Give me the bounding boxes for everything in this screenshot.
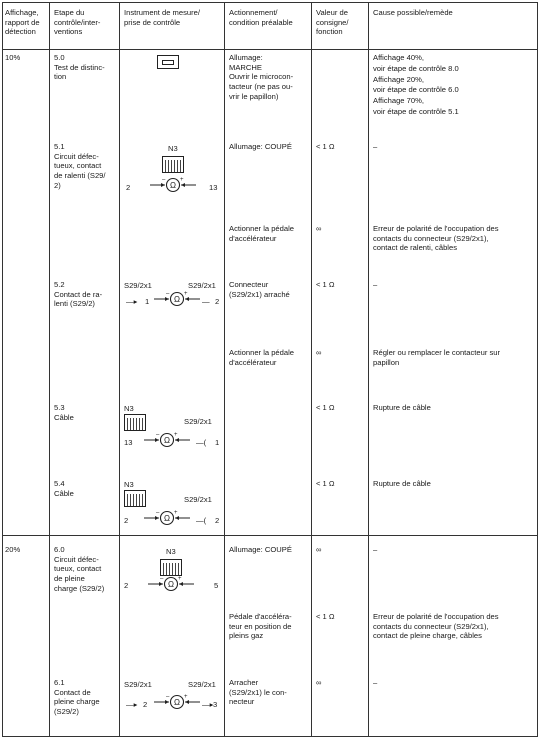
svg-text:+: + xyxy=(174,510,178,516)
pin-label: 2 xyxy=(124,516,129,525)
pin-label: 13 xyxy=(209,183,218,192)
plug-icon: —▸ xyxy=(126,700,138,709)
step-cell: 6.1 Contact de pleine charge (S29/2) xyxy=(54,678,100,717)
connector-label: S29/2x1 xyxy=(184,417,212,426)
cause-cell: Erreur de polarité de l'occupation des contacts du connecteur (S29/2x1), contact de pleine charge, câbles xyxy=(373,612,499,641)
group-label: 10% xyxy=(5,53,21,62)
header-cause: Cause possible/remède xyxy=(373,8,453,17)
col-rule xyxy=(224,2,225,737)
ohmmeter-icon xyxy=(152,290,202,308)
condition-cell: Connecteur (S29/2x1) arraché xyxy=(229,280,290,299)
header-condition: Actionnement/ condition préalable xyxy=(229,8,293,27)
col-rule xyxy=(49,2,50,737)
ecu-label: N3 xyxy=(166,547,176,556)
ohmmeter-icon xyxy=(142,509,192,527)
col-rule xyxy=(119,2,120,737)
plug-icon: — xyxy=(202,297,210,306)
ohmmeter-icon xyxy=(146,575,196,593)
ecu-label: N3 xyxy=(168,144,178,153)
test-table xyxy=(2,2,538,737)
svg-text:+: + xyxy=(184,694,188,700)
svg-text:–: – xyxy=(156,432,160,438)
header-step: Etape du contrôle/inter- ventions xyxy=(54,8,101,37)
pin-label: 1 xyxy=(215,438,220,447)
pin-label: 2 xyxy=(215,297,220,306)
svg-text:Ω: Ω xyxy=(170,181,176,190)
value-cell: < 1 Ω xyxy=(316,142,335,151)
value-cell: < 1 Ω xyxy=(316,612,335,621)
cause-cell: Rupture de câble xyxy=(373,403,431,412)
header-rule xyxy=(2,49,538,50)
cause-cell: Erreur de polarité de l'occupation des contacts du connecteur (S29/2x1), contact de ralenti, câbles xyxy=(373,224,499,253)
svg-text:+: + xyxy=(178,576,182,582)
connector-label: S29/2x1 xyxy=(124,680,152,689)
value-cell: < 1 Ω xyxy=(316,280,335,289)
plug-icon: —▸ xyxy=(126,297,138,306)
step-cell: 5.0 Test de distinc- tion xyxy=(54,53,105,82)
ohmmeter-icon xyxy=(152,693,202,711)
svg-text:Ω: Ω xyxy=(168,580,174,589)
ecu-connector-icon xyxy=(124,493,146,507)
svg-text:+: + xyxy=(180,177,184,183)
col-rule xyxy=(368,2,369,737)
cause-cell: Affichage 40%, voir étape de contrôle 8.0 Affichage 20%, voir étape de contrôle 6.0 Affichage 70%, voir étape de contrôle 5.1 xyxy=(373,53,459,116)
value-cell: ∞ xyxy=(316,678,322,687)
cause-cell: Rupture de câble xyxy=(373,479,431,488)
step-cell: 5.4 Câble xyxy=(54,479,74,498)
ecu-connector-icon xyxy=(160,562,182,576)
condition-cell: Arracher (S29/2x1) le con- necteur xyxy=(229,678,287,707)
condition-cell: Actionner la pédale d'accélérateur xyxy=(229,224,295,243)
plug-icon: —( xyxy=(196,438,207,447)
value-cell: < 1 Ω xyxy=(316,403,335,412)
condition-cell: Pédale d'accéléra- teur en position de pleins gaz xyxy=(229,612,292,641)
svg-text:+: + xyxy=(184,291,188,297)
plug-icon: —( xyxy=(196,516,207,525)
svg-text:–: – xyxy=(160,576,164,582)
pin-label: 2 xyxy=(124,581,129,590)
ecu-label: N3 xyxy=(124,480,134,489)
group-label: 20% xyxy=(5,545,21,554)
pin-label: 2 xyxy=(143,700,148,709)
pin-label: 1 xyxy=(145,297,150,306)
step-cell: 5.3 Câble xyxy=(54,403,74,422)
value-cell: ∞ xyxy=(316,545,322,554)
connector-label: S29/2x1 xyxy=(124,281,152,290)
cause-cell: – xyxy=(373,280,378,289)
col-rule xyxy=(311,2,312,737)
group-rule xyxy=(2,535,538,536)
pin-label: 13 xyxy=(124,438,133,447)
ecu-connector-icon xyxy=(162,159,184,173)
step-cell: 5.1 Circuit défec- tueux, contact de ralenti (S29/ 2) xyxy=(54,142,106,190)
connector-label: S29/2x1 xyxy=(188,281,216,290)
svg-text:Ω: Ω xyxy=(164,436,170,445)
svg-text:–: – xyxy=(156,510,160,516)
ohmmeter-icon xyxy=(148,176,198,194)
connector-label: S29/2x1 xyxy=(188,680,216,689)
tester-icon xyxy=(157,55,179,69)
svg-text:Ω: Ω xyxy=(164,514,170,523)
row-rule xyxy=(2,2,538,3)
ohmmeter-icon xyxy=(142,431,192,449)
step-cell: 6.0 Circuit défec- tueux, contact de pleine charge (S29/2) xyxy=(54,545,105,593)
plug-icon: —▸ xyxy=(202,700,214,709)
connector-label: S29/2x1 xyxy=(184,495,212,504)
ecu-label: N3 xyxy=(124,404,134,413)
svg-text:Ω: Ω xyxy=(174,698,180,707)
cause-cell: – xyxy=(373,142,378,151)
cause-cell: Régler ou remplacer le contacteur sur papillon xyxy=(373,348,501,367)
svg-text:–: – xyxy=(162,177,166,183)
pin-label: 2 xyxy=(215,516,220,525)
cause-cell: – xyxy=(373,545,378,554)
svg-text:+: + xyxy=(174,432,178,438)
col-rule xyxy=(2,2,3,737)
step-cell: 5.2 Contact de ra- lenti (S29/2) xyxy=(54,280,103,309)
svg-text:–: – xyxy=(166,291,170,297)
col-rule xyxy=(537,2,538,737)
pin-label: 3 xyxy=(213,700,218,709)
condition-cell: Actionner la pédale d'accélérateur xyxy=(229,348,295,367)
svg-text:–: – xyxy=(166,694,170,700)
row-rule xyxy=(2,736,538,737)
svg-text:Ω: Ω xyxy=(174,295,180,304)
value-cell: < 1 Ω xyxy=(316,479,335,488)
condition-cell: Allumage: COUPÉ xyxy=(229,545,292,554)
ecu-connector-icon xyxy=(124,417,146,431)
header-instrument: Instrument de mesure/ prise de contrôle xyxy=(124,8,200,27)
pin-label: 5 xyxy=(214,581,219,590)
pin-label: 2 xyxy=(126,183,131,192)
value-cell: ∞ xyxy=(316,348,322,357)
value-cell: ∞ xyxy=(316,224,322,233)
condition-cell: Allumage: MARCHE Ouvrir le microcon- tacteur (ne pas ou- vrir le papillon) xyxy=(229,53,294,101)
condition-cell: Allumage: COUPÉ xyxy=(229,142,292,151)
header-display: Affichage, rapport de détection xyxy=(5,8,40,37)
header-value: Valeur de consigne/ fonction xyxy=(316,8,349,37)
cause-cell: – xyxy=(373,678,378,687)
